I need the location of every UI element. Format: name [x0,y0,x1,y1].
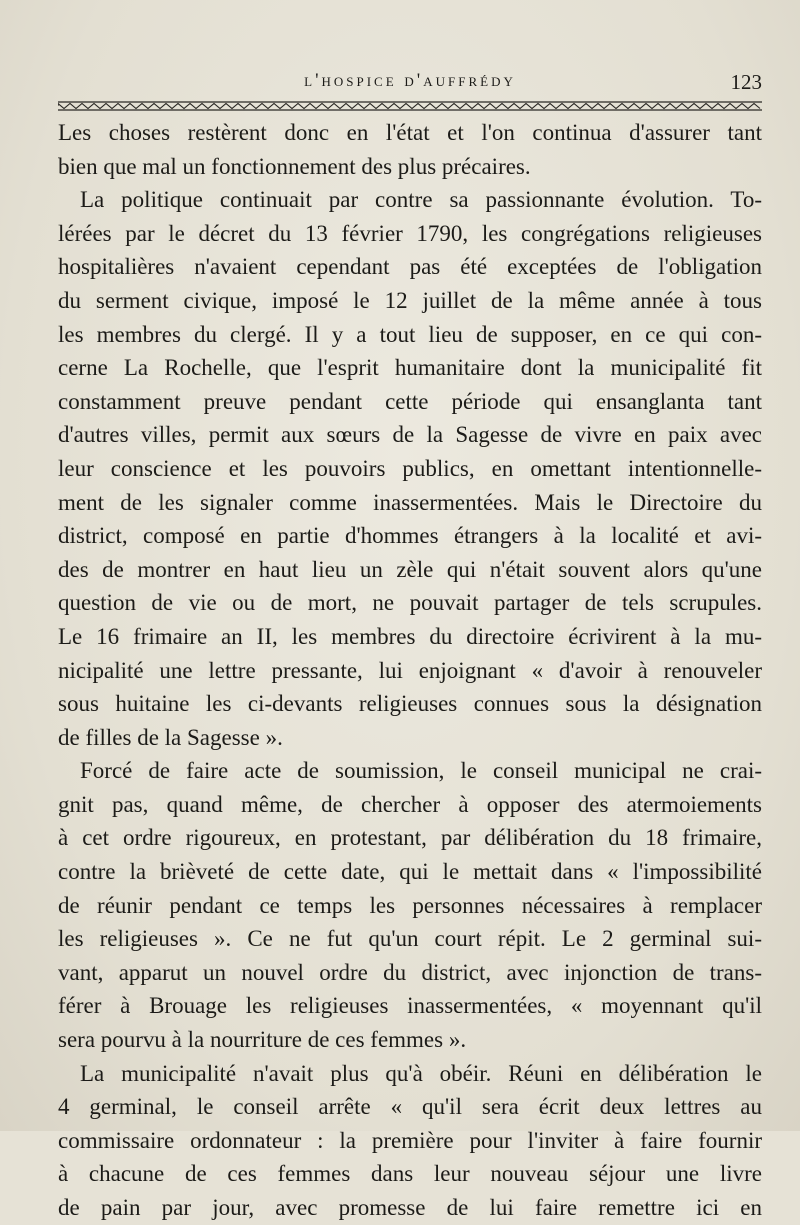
text-line: férer à Brouage les religieuses inassermentées, « moyennant qu'il [58,993,762,1019]
text-line: vant, apparut un nouvel ordre du district, avec injonction de trans- [58,959,762,985]
page-number: 123 [730,70,762,94]
text-line: à chacune de ces femmes dans leur nouveau séjour une livre [58,1161,762,1187]
text-line: 4 germinal, le conseil arrête « qu'il sera écrit deux lettres au [58,1094,762,1120]
ornament-zigzag [58,101,762,111]
text-line: La municipalité n'avait plus qu'à obéir. Réuni en délibération le [80,1060,762,1086]
text-line: de filles de la Sagesse ». [58,724,283,750]
text-line: gnit pas, quand même, de chercher à opposer des atermoiements [58,791,762,817]
page-header [58,70,762,104]
text-line: hospitalières n'avaient cependant pas été exceptées de l'obligation [58,254,762,280]
text-line: ment de les signaler comme inassermentées. Mais le Directoire du [58,489,762,515]
text-line: des de montrer en haut lieu un zèle qui n'était souvent alors qu'une [58,556,762,582]
text-line: question de vie ou de mort, ne pouvait partager de tels scrupules. [58,590,762,616]
body-text [58,116,762,1225]
text-line: sera pourvu à la nourriture de ces femmes ». [58,1027,467,1053]
text-line: lérées par le décret du 13 février 1790, les congrégations religieuses [58,220,762,246]
text-line: les religieuses ». Ce ne fut qu'un court répit. Le 2 germinal sui- [58,926,762,952]
text-line: La politique continuait par contre sa passionnante évolution. To- [80,187,762,213]
text-line: Le 16 frimaire an II, les membres du directoire écrivirent à la mu- [58,623,762,649]
text-line: constamment preuve pendant cette période qui ensanglanta tant [58,388,762,414]
text-line: de pain par jour, avec promesse de lui faire remettre ici en [58,1195,762,1220]
header-ornament-rule [58,101,762,111]
text-line: Forcé de faire acte de soumission, le conseil municipal ne crai- [80,758,762,784]
text-line: commissaire ordonnateur : la première pour l'inviter à faire fournir [58,1127,762,1153]
text-line: sous huitaine les ci-devants religieuses connues sous la désignation [58,691,762,717]
text-line: du serment civique, imposé le 12 juillet de la même année à tous [58,287,762,313]
text-line: de réunir pendant ce temps les personnes nécessaires à remplacer [58,892,762,918]
text-line: à cet ordre rigoureux, en protestant, par délibération du 18 frimaire, [58,825,762,851]
text-line: bien que mal un fonctionnement des plus précaires. [58,153,531,179]
text-line: d'autres villes, permit aux sœurs de la Sagesse de vivre en paix avec [58,422,762,448]
text-line: leur conscience et les pouvoirs publics, en omettant intentionnelle- [58,455,762,481]
text-line: cerne La Rochelle, que l'esprit humanitaire dont la municipalité fit [58,355,762,381]
text-line: nicipalité une lettre pressante, lui enjoignant « d'avoir à renouveler [58,657,762,683]
text-line: contre la brièveté de cette date, qui le mettait dans « l'impossibilité [58,859,762,885]
text-line: district, composé en partie d'hommes étrangers à la localité et avi- [58,523,762,549]
text-line: Les choses restèrent donc en l'état et l'on continua d'assurer tant [58,120,762,145]
text-line: les membres du clergé. Il y a tout lieu de supposer, en ce qui con- [58,321,762,347]
running-title: l'hospice d'auffrédy [304,70,516,91]
